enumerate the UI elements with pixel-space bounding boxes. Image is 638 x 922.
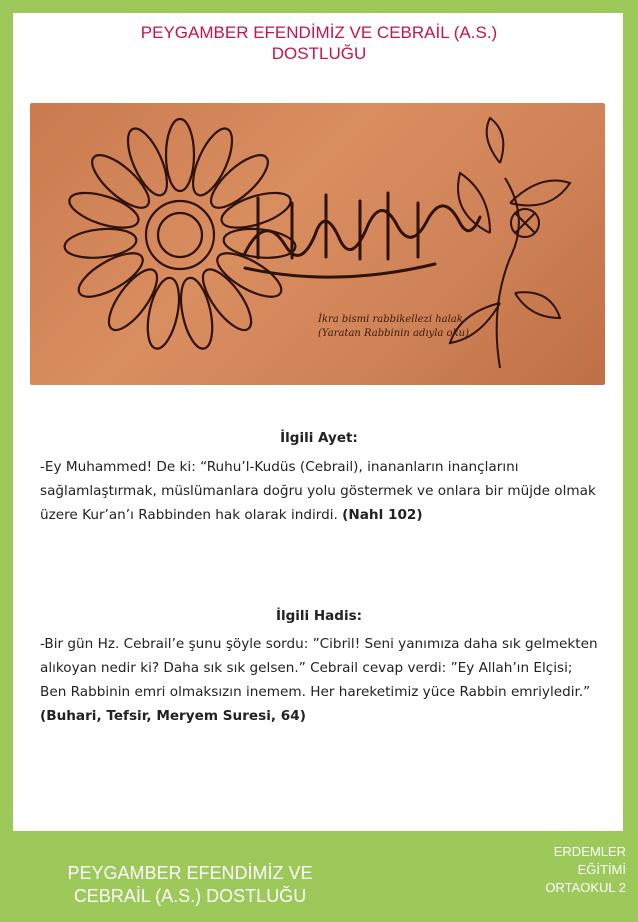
footer-school-line2: EĞİTİMİ xyxy=(577,862,626,877)
ayet-text xyxy=(40,455,600,527)
hadis-heading: İlgili Hadis: xyxy=(275,608,363,624)
footer-title-line2: CEBRAİL (A.S.) DOSTLUĞU xyxy=(73,886,307,906)
footer-school xyxy=(500,843,626,897)
calligraphy-rosette xyxy=(63,119,297,351)
page-title-line2: DOSTLUĞU xyxy=(271,44,367,63)
calligraphy-image xyxy=(30,103,605,385)
footer-title xyxy=(30,862,350,908)
calligraphy-verse xyxy=(245,193,480,277)
footer-school-line3: ORTAOKUL 2 xyxy=(545,880,626,895)
footer-title-line1: PEYGAMBER EFENDİMİZ VE xyxy=(67,863,313,883)
ayet-body: -Ey Muhammed! De ki: “Ruhu’l-Kudüs (Cebrail), inananların inançlarını sağlamlaştırmak, müslümanlara doğru yolu göstermek ve onlara bir müjde olmak üzere Kur’an’ı Rabbinden hak olarak indirdi. xyxy=(40,459,596,523)
ayet-source: (Nahl 102) xyxy=(342,507,423,523)
image-caption-line1: İkra bismi rabbikellezi halak xyxy=(318,314,463,325)
hadis-source: (Buhari, Tefsir, Meryem Suresi, 64) xyxy=(40,708,306,724)
hadis-body: -Bir gün Hz. Cebrail’e şunu şöyle sordu: ”Cibril! Seni yanımıza daha sık gelmekten alıkoyan nedir ki? Daha sık sık gelsen.” Cebrail cevap verdi: ”Ey Allah’ın Elçisi; Ben Rabbinin emri olmaksızın inemem. Her hareketimiz yüce Rabbin emriyledir.” xyxy=(40,636,598,700)
hadis-text xyxy=(40,632,600,728)
page-title xyxy=(0,22,638,64)
ayet-heading: İlgili Ayet: xyxy=(280,430,358,446)
image-caption-line2: (Yaratan Rabbinin adıyla oku) xyxy=(318,328,469,339)
calligraphy-artwork xyxy=(30,103,605,385)
image-caption xyxy=(318,313,469,341)
page-title-line1: PEYGAMBER EFENDİMİZ VE CEBRAİL (A.S.) xyxy=(140,23,498,42)
footer-school-line1: ERDEMLER xyxy=(553,844,626,859)
